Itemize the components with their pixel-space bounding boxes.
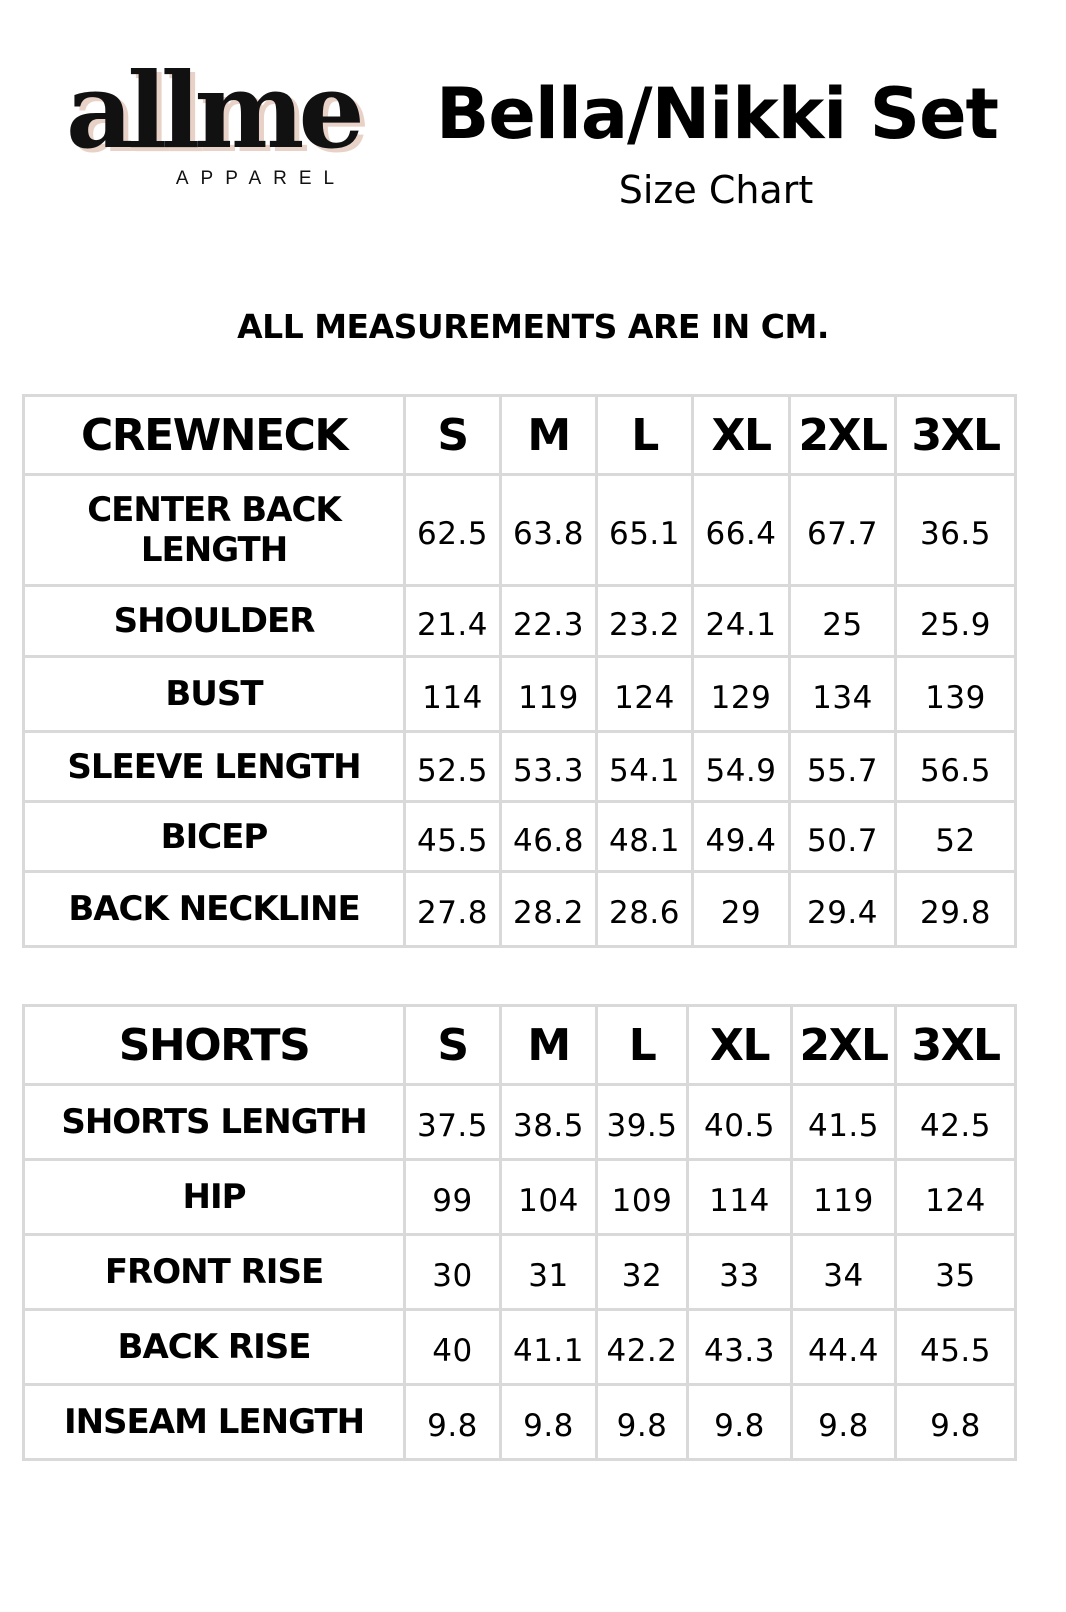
- measurement-value: 62.5: [405, 475, 501, 586]
- measurement-value: 29: [693, 872, 790, 947]
- measurement-value: 54.1: [597, 732, 693, 802]
- table-row: [24, 1310, 1016, 1385]
- size-header: 3XL: [896, 396, 1016, 475]
- measurement-value: 99: [405, 1160, 501, 1235]
- measurement-value: 40: [405, 1310, 501, 1385]
- size-header: S: [405, 1006, 501, 1085]
- size-header: S: [405, 396, 501, 475]
- measurement-value: 32: [597, 1235, 688, 1310]
- table-title: CREWNECK: [24, 396, 405, 475]
- measurement-value: 52: [896, 802, 1016, 872]
- measurement-value: 52.5: [405, 732, 501, 802]
- measurement-value: 139: [896, 657, 1016, 732]
- table-row: [24, 732, 1016, 802]
- measurement-value: 35: [896, 1235, 1016, 1310]
- measurement-label: BICEP: [24, 802, 405, 872]
- size-header: 2XL: [792, 1006, 896, 1085]
- measurement-value: 25.9: [896, 586, 1016, 657]
- measurement-value: 36.5: [896, 475, 1016, 586]
- measurement-label: BACK RISE: [24, 1310, 405, 1385]
- measurement-value: 40.5: [688, 1085, 792, 1160]
- measurement-value: 34: [792, 1235, 896, 1310]
- measurement-value: 9.8: [792, 1385, 896, 1460]
- measurement-value: 25: [790, 586, 896, 657]
- crewneck-size-table: [22, 394, 1017, 948]
- measurement-label: HIP: [24, 1160, 405, 1235]
- measurement-note: ALL MEASUREMENTS ARE IN CM.: [237, 307, 829, 346]
- measurement-value: 45.5: [896, 1310, 1016, 1385]
- measurement-value: 29.4: [790, 872, 896, 947]
- measurement-value: 56.5: [896, 732, 1016, 802]
- measurement-value: 134: [790, 657, 896, 732]
- measurement-value: 41.1: [501, 1310, 597, 1385]
- measurement-label: BUST: [24, 657, 405, 732]
- measurement-value: 9.8: [688, 1385, 792, 1460]
- table-row: [24, 586, 1016, 657]
- table-row: [24, 1385, 1016, 1460]
- measurement-label: INSEAM LENGTH: [24, 1385, 405, 1460]
- measurement-label: FRONT RISE: [24, 1235, 405, 1310]
- measurement-value: 129: [693, 657, 790, 732]
- measurement-value: 53.3: [501, 732, 597, 802]
- measurement-value: 9.8: [597, 1385, 688, 1460]
- table-header-row: [24, 1006, 1016, 1085]
- size-header: M: [501, 1006, 597, 1085]
- measurement-value: 24.1: [693, 586, 790, 657]
- measurement-value: 45.5: [405, 802, 501, 872]
- table-row: [24, 1085, 1016, 1160]
- logo-subtitle: APPAREL: [175, 168, 347, 189]
- measurement-value: 23.2: [597, 586, 693, 657]
- measurement-value: 124: [896, 1160, 1016, 1235]
- table-row: [24, 1160, 1016, 1235]
- size-header: L: [597, 396, 693, 475]
- table-row: [24, 657, 1016, 732]
- measurement-value: 54.9: [693, 732, 790, 802]
- size-header: M: [501, 396, 597, 475]
- measurement-value: 114: [688, 1160, 792, 1235]
- measurement-label: BACK NECKLINE: [24, 872, 405, 947]
- table-row: [24, 1235, 1016, 1310]
- measurement-label: SHOULDER: [24, 586, 405, 657]
- measurement-value: 9.8: [501, 1385, 597, 1460]
- measurement-value: 37.5: [405, 1085, 501, 1160]
- page-subtitle: Size Chart: [618, 168, 814, 212]
- measurement-value: 119: [792, 1160, 896, 1235]
- measurement-value: 114: [405, 657, 501, 732]
- measurement-value: 29.8: [896, 872, 1016, 947]
- measurement-value: 30: [405, 1235, 501, 1310]
- measurement-value: 65.1: [597, 475, 693, 586]
- measurement-value: 39.5: [597, 1085, 688, 1160]
- table-row: [24, 802, 1016, 872]
- measurement-value: 38.5: [501, 1085, 597, 1160]
- table-row: [24, 872, 1016, 947]
- size-header: XL: [693, 396, 790, 475]
- measurement-value: 50.7: [790, 802, 896, 872]
- measurement-value: 31: [501, 1235, 597, 1310]
- measurement-value: 42.5: [896, 1085, 1016, 1160]
- measurement-value: 49.4: [693, 802, 790, 872]
- shorts-size-table: [22, 1004, 1017, 1461]
- measurement-value: 66.4: [693, 475, 790, 586]
- measurement-value: 46.8: [501, 802, 597, 872]
- page-title: Bella/Nikki Set: [436, 73, 999, 155]
- measurement-value: 41.5: [792, 1085, 896, 1160]
- size-header: 2XL: [790, 396, 896, 475]
- measurement-value: 9.8: [896, 1385, 1016, 1460]
- measurement-label: SLEEVE LENGTH: [24, 732, 405, 802]
- measurement-value: 9.8: [405, 1385, 501, 1460]
- size-header: L: [597, 1006, 688, 1085]
- measurement-value: 63.8: [501, 475, 597, 586]
- measurement-value: 109: [597, 1160, 688, 1235]
- logo-wordmark: allme: [66, 49, 359, 172]
- size-header: XL: [688, 1006, 792, 1085]
- brand-logo: [66, 49, 406, 191]
- measurement-value: 119: [501, 657, 597, 732]
- measurement-label: SHORTS LENGTH: [24, 1085, 405, 1160]
- measurement-value: 28.6: [597, 872, 693, 947]
- table-header-row: [24, 396, 1016, 475]
- measurement-value: 44.4: [792, 1310, 896, 1385]
- measurement-value: 22.3: [501, 586, 597, 657]
- table-title: SHORTS: [24, 1006, 405, 1085]
- measurement-label: CENTER BACK LENGTH: [24, 475, 405, 586]
- table-row: [24, 475, 1016, 586]
- measurement-value: 27.8: [405, 872, 501, 947]
- measurement-value: 67.7: [790, 475, 896, 586]
- measurement-value: 42.2: [597, 1310, 688, 1385]
- measurement-value: 21.4: [405, 586, 501, 657]
- measurement-value: 55.7: [790, 732, 896, 802]
- measurement-value: 43.3: [688, 1310, 792, 1385]
- measurement-value: 28.2: [501, 872, 597, 947]
- measurement-value: 33: [688, 1235, 792, 1310]
- measurement-value: 104: [501, 1160, 597, 1235]
- size-header: 3XL: [896, 1006, 1016, 1085]
- measurement-value: 124: [597, 657, 693, 732]
- measurement-value: 48.1: [597, 802, 693, 872]
